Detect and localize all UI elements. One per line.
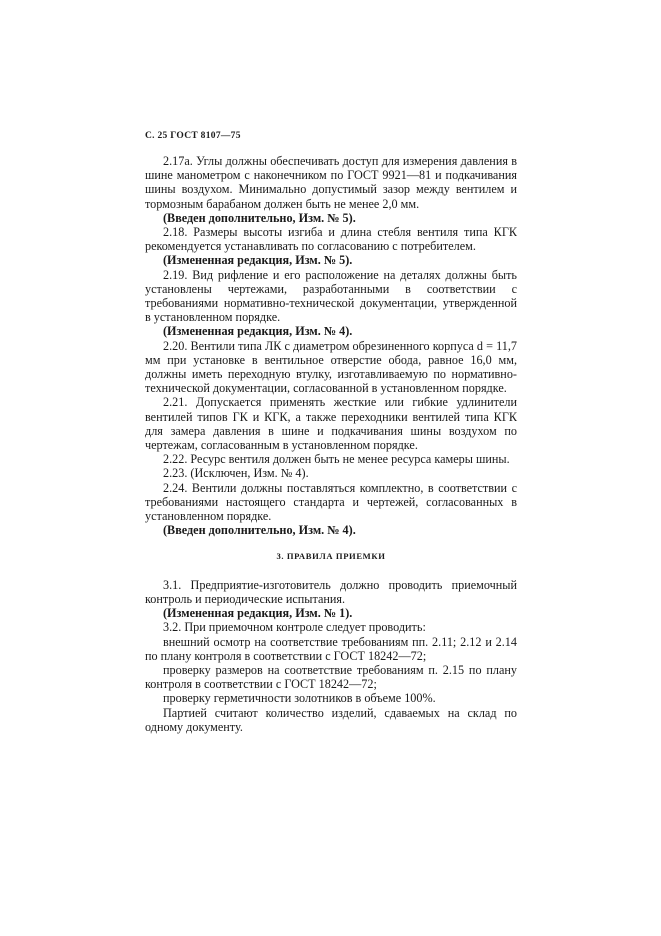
amendment-note: (Измененная редакция, Изм. № 1). bbox=[163, 606, 353, 621]
paragraph: 3.1. Предприятие-изготовитель должно проводить приемочный контроль и периодические испытания. bbox=[145, 577, 517, 606]
section-2-paragraphs bbox=[145, 154, 517, 537]
amendment-note: (Введен дополнительно, Изм. № 4). bbox=[163, 523, 356, 538]
page-header: С. 25 ГОСТ 8107—75 bbox=[145, 131, 241, 141]
page-body bbox=[145, 154, 517, 734]
paragraph: проверку размеров на соответствие требованиям п. 2.15 по плану контроля в соответствии с ГОСТ 18242—72; bbox=[145, 662, 517, 692]
paragraph: Партией считают количество изделий, сдаваемых на склад по одному документу. bbox=[145, 705, 517, 734]
section-3-title: 3. ПРАВИЛА ПРИЕМКИ bbox=[276, 551, 386, 562]
amendment-note: (Измененная редакция, Изм. № 4). bbox=[163, 324, 353, 339]
paragraph: 2.22. Ресурс вентиля должен быть не менее ресурса камеры шины. bbox=[163, 452, 510, 467]
amendment-note: (Измененная редакция, Изм. № 5). bbox=[163, 253, 353, 268]
paragraph: 2.20. Вентили типа ЛК с диаметром обрезиненного корпуса d = 11,7 мм при установке в вентильное отверстие обода, равное 16,0 мм, должны иметь переходную втулку, изготавливаемую по нормативно-технической документации, согласованной в установленном порядке. bbox=[145, 338, 517, 396]
paragraph: проверку герметичности золотников в объеме 100%. bbox=[163, 691, 436, 706]
section-3-paragraphs bbox=[145, 578, 517, 734]
paragraph: внешний осмотр на соответствие требованиям пп. 2.11; 2.12 и 2.14 по плану контроля в соответствии с ГОСТ 18242—72; bbox=[145, 634, 517, 663]
paragraph: 2.21. Допускается применять жесткие или гибкие удлинители вентилей типов ГК и КГК, а также переходники вентилей типа КГК для замера давления в шине и подкачивания шины воздухом по чертежам, согласованным в установленном порядке. bbox=[145, 395, 517, 453]
paragraph: 2.18. Размеры высоты изгиба и длина стебля вентиля типа КГК рекомендуется устанавливать по согласованию с потребителем. bbox=[145, 225, 517, 254]
paragraph: 2.24. Вентили должны поставляться комплектно, в соответствии с требованиями настоящего стандарта и чертежей, согласованных в установленном порядке. bbox=[145, 480, 517, 524]
paragraph: 2.19. Вид рифление и его расположение на деталях должны быть установлены чертежами, разработанными в соответствии с требованиями нормативно-технической документации, утвержденной в установленном порядке. bbox=[145, 267, 517, 325]
amendment-note: (Введен дополнительно, Изм. № 5). bbox=[163, 210, 356, 225]
paragraph: 2.23. (Исключен, Изм. № 4). bbox=[163, 466, 309, 481]
paragraph: 3.2. При приемочном контроле следует проводить: bbox=[163, 620, 426, 635]
paragraph: 2.17а. Углы должны обеспечивать доступ для измерения давления в шине манометром с наконечником по ГОСТ 9921—81 и подкачивания шины воздухом. Минимально допустимый зазор между вентилем и тормозным барабаном должен быть не менее 2,0 мм. bbox=[145, 154, 517, 211]
